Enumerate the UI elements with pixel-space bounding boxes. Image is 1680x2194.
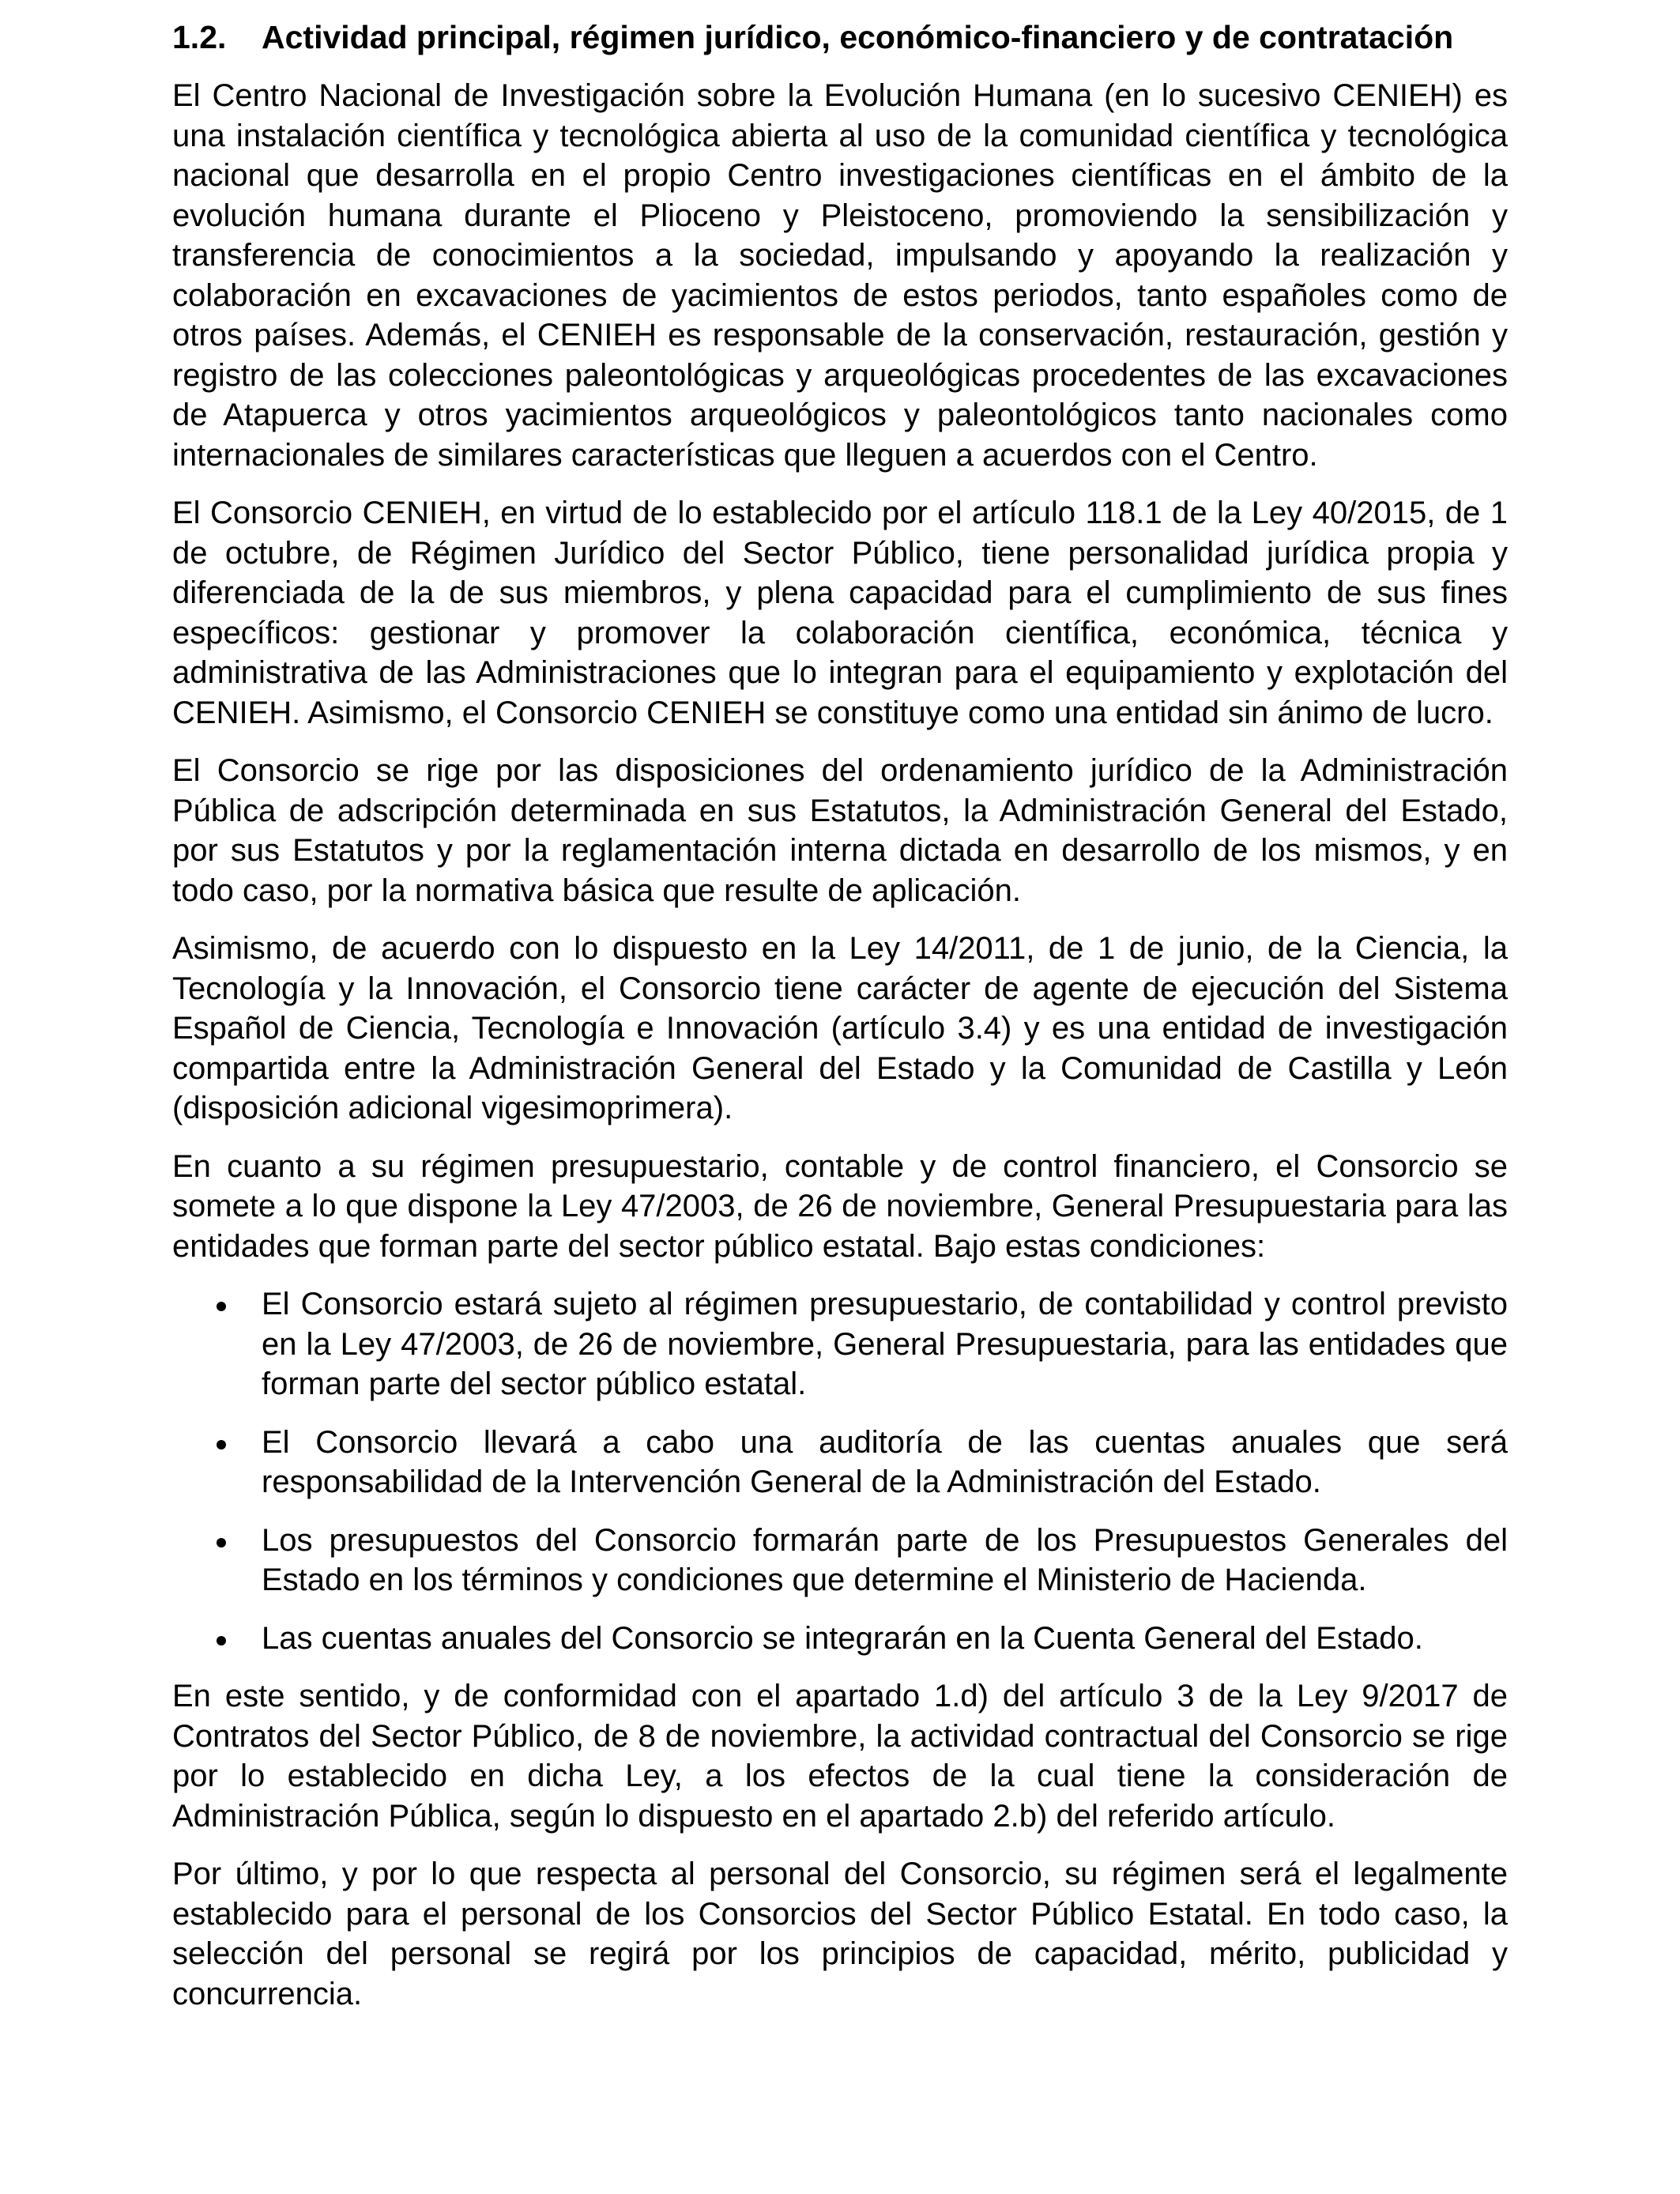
document-page bbox=[172, 17, 1508, 2032]
conditions-list bbox=[172, 1284, 1508, 1658]
list-item-text: Los presupuestos del Consorcio formarán parte de los Presupuestos Generales del Estado en los términos y condiciones que determine el Ministerio de Hacienda. bbox=[262, 1522, 1508, 1597]
list-item bbox=[172, 1521, 1508, 1600]
list-item-text: El Consorcio llevará a cabo una auditoría de las cuentas anuales que será responsabilidad de la Intervención General de la Administración del Estado. bbox=[262, 1424, 1508, 1499]
paragraph-budget-regime: En cuanto a su régimen presupuestario, contable y de control financiero, el Consorcio se somete a lo que dispone la Ley 47/2003, de 26 de noviembre, General Presupuestaria para las entidades que forman parte del sector público estatal. Bajo estas condiciones: bbox=[172, 1148, 1508, 1264]
paragraph-legal-personality: El Consorcio CENIEH, en virtud de lo establecido por el artículo 118.1 de la Ley 40/2015, de 1 de octubre, de Régimen Jurídico del Sector Público, tiene personalidad jurídica propia y diferenciada de la de sus miembros, y plena capacidad para el cumplimiento de sus fines específicos: gestionar y promover la colaboración científica, económica, técnica y administrativa de las Administraciones que lo integran para el equipamiento y explotación del CENIEH. Asimismo, el Consorcio CENIEH se constituye como una entidad sin ánimo de lucro. bbox=[172, 496, 1508, 730]
paragraph-personnel: Por último, y por lo que respecta al personal del Consorcio, su régimen será el legalmente establecido para el personal de los Consorcios del Sector Público Estatal. En todo caso, la selección del personal se regirá por los principios de capacidad, mérito, publicidad y concurrencia. bbox=[172, 1857, 1508, 2011]
list-item-text: El Consorcio estará sujeto al régimen presupuestario, de contabilidad y control previsto en la Ley 47/2003, de 26 de noviembre, General Presupuestaria, para las entidades que forman parte del sector público estatal. bbox=[262, 1287, 1508, 1401]
bullet-icon bbox=[217, 1440, 226, 1449]
bullet-icon bbox=[217, 1302, 226, 1311]
paragraph-governing-law: El Consorcio se rige por las disposiciones del ordenamiento jurídico de la Administración Pública de adscripción determinada en sus Estatutos, la Administración General del Estado, por sus Estatutos y por la reglamentación interna dictada en desarrollo de los mismos, y en todo caso, por la normativa básica que resulte de aplicación. bbox=[172, 753, 1508, 908]
list-item bbox=[172, 1284, 1508, 1404]
bullet-icon bbox=[217, 1538, 226, 1547]
section-number: 1.2. bbox=[172, 19, 227, 55]
section-heading bbox=[172, 17, 1508, 57]
list-item-text: Las cuentas anuales del Consorcio se integrarán en la Cuenta General del Estado. bbox=[262, 1620, 1423, 1656]
section-title: Actividad principal, régimen jurídico, económico-financiero y de contratación bbox=[262, 19, 1454, 55]
paragraph-science-law: Asimismo, de acuerdo con lo dispuesto en la Ley 14/2011, de 1 de junio, de la Ciencia, la Tecnología y la Innovación, el Consorcio tiene carácter de agente de ejecución del Sistema Español de Ciencia, Tecnología e Innovación (artículo 3.4) y es una entidad de investigación compartida entre la Administración General del Estado y la Comunidad de Castilla y León (disposición adicional vigesimoprimera). bbox=[172, 931, 1508, 1125]
bullet-icon bbox=[217, 1636, 226, 1646]
paragraph-cenieh-description: El Centro Nacional de Investigación sobre la Evolución Humana (en lo sucesivo CENIEH) es una instalación científica y tecnológica abierta al uso de la comunidad científica y tecnológica nacional que desarrolla en el propio Centro investigaciones científicas en el ámbito de la evolución humana durante el Plioceno y Pleistoceno, promoviendo la sensibilización y transferencia de conocimientos a la sociedad, impulsando y apoyando la realización y colaboración en excavaciones de yacimientos de estos periodos, tanto españoles como de otros países. Además, el CENIEH es responsable de la conservación, restauración, gestión y registro de las colecciones paleontológicas y arqueológicas procedentes de las excavaciones de Atapuerca y otros yacimientos arqueológicos y paleontológicos tanto nacionales como internacionales de similares características que lleguen a acuerdos con el Centro. bbox=[172, 78, 1508, 473]
paragraph-contracts-law: En este sentido, y de conformidad con el apartado 1.d) del artículo 3 de la Ley 9/2017 de Contratos del Sector Público, de 8 de noviembre, la actividad contractual del Consorcio se rige por lo establecido en dicha Ley, a los efectos de la cual tiene la consideración de Administración Pública, según lo dispuesto en el apartado 2.b) del referido artículo. bbox=[172, 1679, 1508, 1834]
list-item bbox=[172, 1619, 1508, 1659]
list-item bbox=[172, 1423, 1508, 1502]
